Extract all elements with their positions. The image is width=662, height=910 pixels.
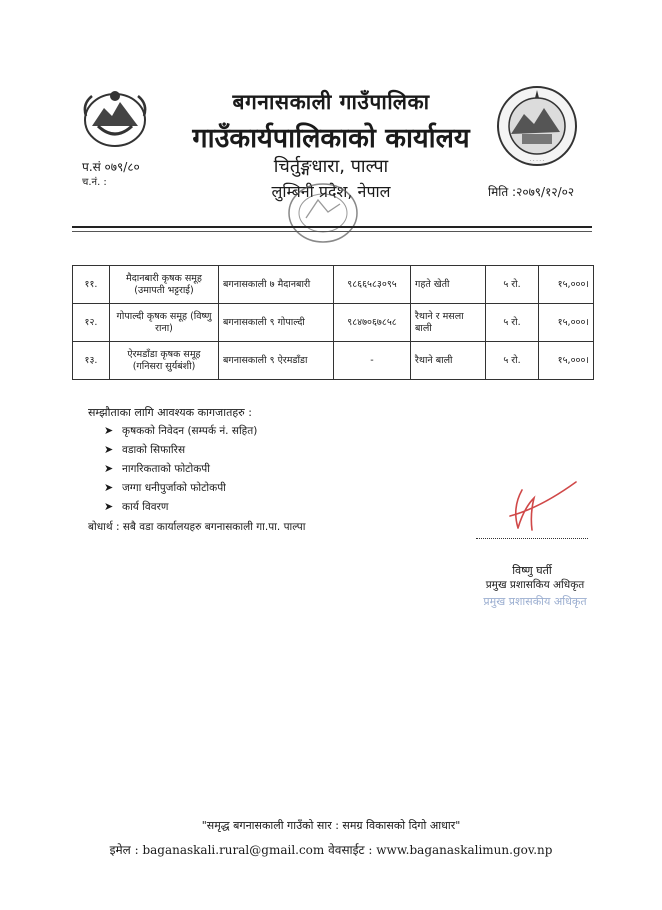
letter-date: मिति :२०७९/१२/०२	[488, 185, 575, 199]
dispatch-number: च.नं. :	[82, 177, 107, 188]
crop-cell: रैथाने र मसला बाली	[411, 304, 486, 342]
duration-cell: ५ रो.	[486, 266, 539, 304]
table-row	[73, 304, 594, 342]
document-item-label: नागरिकताको फोटोकपी	[122, 462, 210, 475]
phone-cell: ९८६६५८३०९५	[334, 266, 411, 304]
required-documents-title: सम्झौताका लागि आवश्यक कागजातहरु :	[88, 406, 252, 419]
list-item	[104, 421, 257, 440]
list-item	[104, 440, 257, 459]
province-country: लुम्बिनी प्रदेश, नेपाल	[271, 182, 391, 201]
list-item	[104, 459, 257, 478]
copy-to-note: बोधार्थ : सबै वडा कार्यालयहरु बगनासकाली गा.पा. पाल्पा	[88, 521, 306, 533]
arrow-bullet-icon: ➤	[104, 443, 114, 456]
arrow-bullet-icon: ➤	[104, 424, 114, 437]
header-divider	[72, 226, 592, 228]
amount-cell: १५,०००।	[539, 304, 594, 342]
phone-cell: -	[334, 342, 411, 380]
signatory-name: विष्णु घर्ती	[512, 564, 552, 577]
duration-cell: ५ रो.	[486, 342, 539, 380]
svg-text:· · · · ·: · · · · ·	[529, 158, 545, 164]
serial-cell: १३.	[73, 342, 110, 380]
reference-number: प.सं ०७९/८०	[82, 160, 140, 174]
arrow-bullet-icon: ➤	[104, 500, 114, 513]
table-row	[73, 342, 594, 380]
crop-cell: रैथाने बाली	[411, 342, 486, 380]
list-item	[104, 497, 257, 516]
amount-cell: १५,०००।	[539, 342, 594, 380]
table-row	[73, 266, 594, 304]
serial-cell: १२.	[73, 304, 110, 342]
signatory-title: प्रमुख प्रशासकिय अधिकृत	[485, 579, 585, 591]
phone-cell: ९८४७०६७८५८	[334, 304, 411, 342]
required-documents-list	[104, 421, 257, 516]
footer-contact: इमेल : baganaskali.rural@gmail.com वेवसाईट : www.baganaskalimun.gov.np	[109, 843, 553, 857]
header-divider-thin	[72, 231, 592, 232]
duration-cell: ५ रो.	[486, 304, 539, 342]
group-cell: ऐरमडाँडा कृषक समूह (गनिसरा सुर्यबंशी)	[110, 342, 219, 380]
serial-cell: ११.	[73, 266, 110, 304]
farmer-groups-table	[72, 265, 594, 380]
document-item-label: कृषकको निवेदन (सम्पर्क नं. सहित)	[122, 424, 258, 437]
office-address: चिर्तुङ्गधारा, पाल्पा	[273, 156, 389, 177]
address-cell: बगनासकाली ९ गोपाल्दी	[219, 304, 334, 342]
arrow-bullet-icon: ➤	[104, 481, 114, 494]
footer-motto: "समृद्ध बगनासकाली गाउँको सार : समग्र विकासको दिगो आधार"	[201, 819, 461, 832]
office-name: गाउँकार्यपालिकाको कार्यालय	[192, 123, 470, 154]
address-cell: बगनासकाली ७ मैदानबारी	[219, 266, 334, 304]
address-cell: बगनासकाली ९ ऐरमडाँडा	[219, 342, 334, 380]
amount-cell: १५,०००।	[539, 266, 594, 304]
document-item-label: वडाको सिफारिस	[122, 443, 186, 456]
handwritten-signature	[490, 478, 586, 538]
list-item	[104, 478, 257, 497]
designation-stamp: प्रमुख प्रशासकीय अधिकृत	[483, 595, 587, 608]
signature-line	[476, 538, 588, 539]
crop-cell: गहते खेती	[411, 266, 486, 304]
group-cell: मैदानबारी कृषक समूह (उमापती भट्टराई)	[110, 266, 219, 304]
group-cell: गोपाल्दी कृषक समूह (विष्णु राना)	[110, 304, 219, 342]
arrow-bullet-icon: ➤	[104, 462, 114, 475]
document-item-label: जग्गा धनीपुर्जाको फोटोकपी	[122, 481, 226, 494]
municipality-name: बगनासकाली गाउँपालिका	[232, 90, 430, 114]
office-stamp	[284, 178, 362, 248]
document-item-label: कार्य विवरण	[122, 500, 169, 513]
